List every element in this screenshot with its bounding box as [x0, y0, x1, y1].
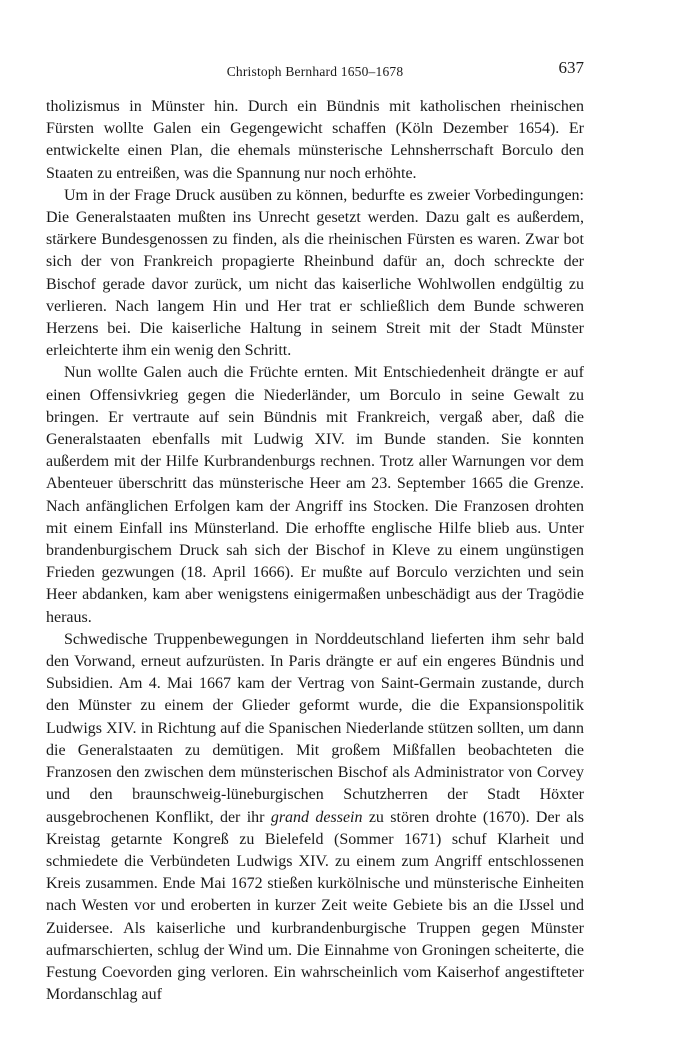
running-title: Christoph Bernhard 1650–1678	[226, 64, 404, 79]
paragraph-4-part-2: zu stören drohte (1670). Der als Kreistag getarnte Kongreß zu Bielefeld (Sommer 1671) schuf Klarheit und schmiedete die Verbündeten Ludwigs XIV. zu einem zum Angriff entschlossenen Kreis zusammen. Ende Mai 1672 stießen kurkölnische und münsterische Einheiten nach Westen vor und eroberten in kurzer Zeit weite Gebiete bis an die IJssel und Zuidersee. Als kaiserliche und kurbrandenburgische Truppen gegen Münster aufmarschierten, schlug der Wind um. Die Einnahme von Groningen scheiterte, die Festung Coevorden ging verloren. Ein wahrscheinlich vom Kaiserhof angestifteter Mordanschlag auf	[46, 808, 585, 1004]
page-number: 637	[558, 58, 584, 77]
book-page	[46, 58, 584, 1006]
body-text	[46, 96, 584, 1006]
paragraph-3: Nun wollte Galen auch die Früchte ernten. Mit Entschiedenheit drängte er auf einen Offensivkrieg gegen die Niederländer, um Borculo in seine Gewalt zu bringen. Er vertraute auf sein Bündnis mit Frankreich, vergaß aber, daß die Generalstaaten ebenfalls mit Ludwig XIV. im Bunde standen. Sie konnten außerdem mit der Hilfe Kurbrandenburgs rechnen. Trotz aller Warnungen vor dem Abenteuer überschritt das münsterische Heer am 23. September 1665 die Grenze. Nach anfänglichen Erfolgen kam der Angriff ins Stocken. Die Franzosen drohten mit einem Einfall ins Münsterland. Die erhoffte englische Hilfe blieb aus. Unter brandenburgischem Druck sah sich der Bischof in Kleve zu einem ungünstigen Frieden gezwungen (18. April 1666). Er mußte auf Borculo verzichten und sein Heer abdanken, kam aber wenigstens einigermaßen unbeschädigt aus der Tragödie heraus.	[46, 364, 584, 626]
italic-phrase: grand dessein	[270, 808, 363, 826]
paragraph-4-part-1: Schwedische Truppenbewegungen in Norddeutschland lieferten ihm sehr bald den Vorwand, erneut aufzurüsten. In Paris drängte er auf ein engeres Bündnis und Subsidien. Am 4. Mai 1667 kam der Vertrag von Saint-Germain zustande, durch den Münster zu einem der Glieder geformt wurde, die die Expansionspolitik Ludwigs XIV. in Richtung auf die Spanischen Niederlande stützen sollten, um dann die Generalstaaten zu demütigen. Mit großem Mißfallen beobachteten die Franzosen den zwischen dem münsterischen Bischof als Administrator von Corvey und den braunschweig-lüneburgischen Schutzherren der Stadt Höxter ausgebrochenen Konflikt, der ihr	[46, 630, 584, 826]
paragraph-2: Um in der Frage Druck ausüben zu können, bedurfte es zweier Vorbedingungen: Die Generalstaaten mußten ins Unrecht gesetzt werden. Dazu galt es außerdem, stärkere Bundesgenossen zu finden, als die rheinischen Fürsten es waren. Zwar bot sich der von Frankreich propagierte Rheinbund dafür an, doch schreckte der Bischof gerade davor zurück, um nicht das kaiserliche Wohlwollen endgültig zu verlieren. Nach langem Hin und Her trat er schließlich dem Bunde schweren Herzens bei. Die kaiserliche Haltung in seinem Streit mit der Stadt Münster erleichterte ihm ein wenig den Schritt.	[46, 186, 584, 360]
paragraph-4	[46, 629, 584, 1006]
running-header	[46, 58, 584, 86]
paragraph-1: tholizismus in Münster hin. Durch ein Bündnis mit katholischen rheinischen Fürsten wollte Galen ein Gegengewicht schaffen (Köln Dezember 1654). Er entwickelte einen Plan, die ehemals münsterische Lehnsherrschaft Borculo den Staaten zu entreißen, was die Spannung nur noch erhöhte.	[46, 98, 584, 182]
